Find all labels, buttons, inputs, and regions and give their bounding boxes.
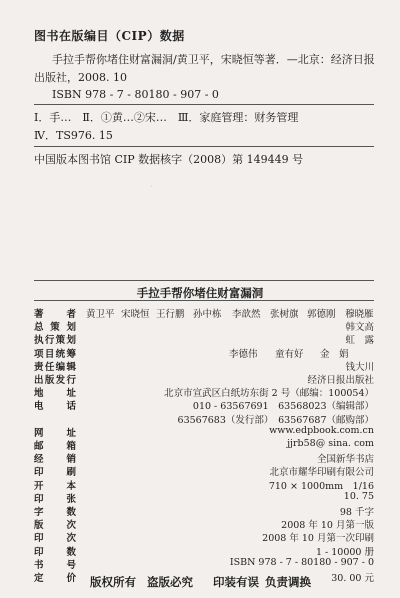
price-value: 30. 00 元 <box>331 573 374 584</box>
address-value: 北京市宣武区白纸坊东街 2 号（邮编：100054） <box>164 388 374 400</box>
author-name: 黄卫平 <box>86 309 115 320</box>
printer-label: 印 刷 <box>34 467 76 479</box>
rights-footer-item: 负责调换 <box>265 575 311 589</box>
planning-label: 总 策 划 <box>34 322 76 334</box>
wordcount-label: 字 数 <box>34 507 76 518</box>
format-label: 开 本 <box>34 480 76 492</box>
website-label: 网 址 <box>34 427 76 439</box>
isbn-label: 书 号 <box>34 559 76 571</box>
publisher-label: 出版发行 <box>34 375 76 386</box>
price-label: 定 价 <box>34 573 76 584</box>
rights-footer-item: 印装有误 <box>213 575 259 589</box>
title-top-rule <box>34 280 374 281</box>
impression-value: 2008 年 10 月第一次印刷 <box>262 533 374 545</box>
impression-label: 印 次 <box>34 533 76 545</box>
sheets-value: 10. 75 <box>343 490 374 502</box>
title-bottom-rule <box>34 300 374 301</box>
cip-header: 图书在版编目（CIP）数据 <box>34 29 185 43</box>
cip-divider-bottom <box>34 146 374 147</box>
coordinators-label: 项目统筹 <box>34 348 76 360</box>
exec-planning-label: 执行策划 <box>34 335 76 347</box>
email-label: 邮 箱 <box>34 441 76 452</box>
author-name: 张树旗 <box>270 309 299 320</box>
authors-label: 著 者 <box>34 309 76 320</box>
phone-value-2: 63567683（发行部） 63567687（邮购部） <box>177 414 374 426</box>
editor-value: 钱大川 <box>345 361 374 373</box>
cip-line-2: 出版社，2008. 10 <box>34 71 127 84</box>
book-title: 手拉手帮你堵住财富漏洞 <box>136 286 264 300</box>
cip-line-1: 手拉手帮你堵住财富漏洞/黄卫平，宋晓恒等著．—北京：经济日报 <box>52 53 375 66</box>
edition-value: 2008 年 10 月第一版 <box>281 520 374 532</box>
author-name: 孙中栋 <box>193 309 222 320</box>
website-value: www.edpbook.com.cn <box>269 424 374 436</box>
cip-divider <box>34 104 374 105</box>
phone-label: 电 话 <box>34 401 76 413</box>
edition-label: 版 次 <box>34 520 76 532</box>
coordinator-name: 李德伟 <box>229 348 258 360</box>
printer-value: 北京市耀华印刷有限公司 <box>269 467 374 479</box>
author-name: 郭德刚 <box>307 309 336 320</box>
print-run-label: 印 数 <box>34 546 76 558</box>
distributor-value: 全国新华书店 <box>316 454 374 466</box>
publisher-value: 经济日报出版社 <box>307 375 374 386</box>
exec-planning-value: 虹 露 <box>345 335 374 347</box>
author-name: 李歆然 <box>232 309 261 320</box>
cip-line-5: Ⅳ．TS976. 15 <box>34 129 113 142</box>
author-name: 穆晓雁 <box>345 309 374 320</box>
sheets-label: 印 张 <box>34 493 76 505</box>
rights-footer-item: 盗版必究 <box>147 575 193 589</box>
coordinator-name: 金 娟 <box>320 348 349 360</box>
isbn-value: ISBN 978 - 7 - 80180 - 907 - 0 <box>229 556 374 568</box>
planning-value: 韩文高 <box>345 322 374 334</box>
author-name: 宋晓恒 <box>121 309 150 320</box>
rights-footer-item: 版权所有 <box>90 575 136 589</box>
author-name: 王行鹏 <box>156 309 185 320</box>
cip-line-6: 中国版本图书馆 CIP 数据核字（2008）第 149449 号 <box>34 153 304 166</box>
email-value: jjrb58@ sina. com <box>287 438 374 449</box>
coordinator-name: 童有好 <box>275 348 304 360</box>
format-value: 710 × 1000mm 1/16 <box>268 480 374 492</box>
address-label: 地 址 <box>34 388 76 400</box>
bleed-through-text: · <box>150 182 154 193</box>
wordcount-value: 98 千字 <box>339 507 374 518</box>
phone-value: 010 - 63567691 63568023（编辑部） <box>192 401 374 413</box>
editor-label: 责任编辑 <box>34 361 76 373</box>
cip-line-3: ISBN 978 - 7 - 80180 - 907 - 0 <box>52 88 219 101</box>
distributor-label: 经 销 <box>34 454 76 466</box>
print-run-value: 1 - 10000 册 <box>315 546 374 558</box>
cip-line-4: Ⅰ．手… Ⅱ．①黄…②宋… Ⅲ．家庭管理：财务管理 <box>34 111 299 124</box>
